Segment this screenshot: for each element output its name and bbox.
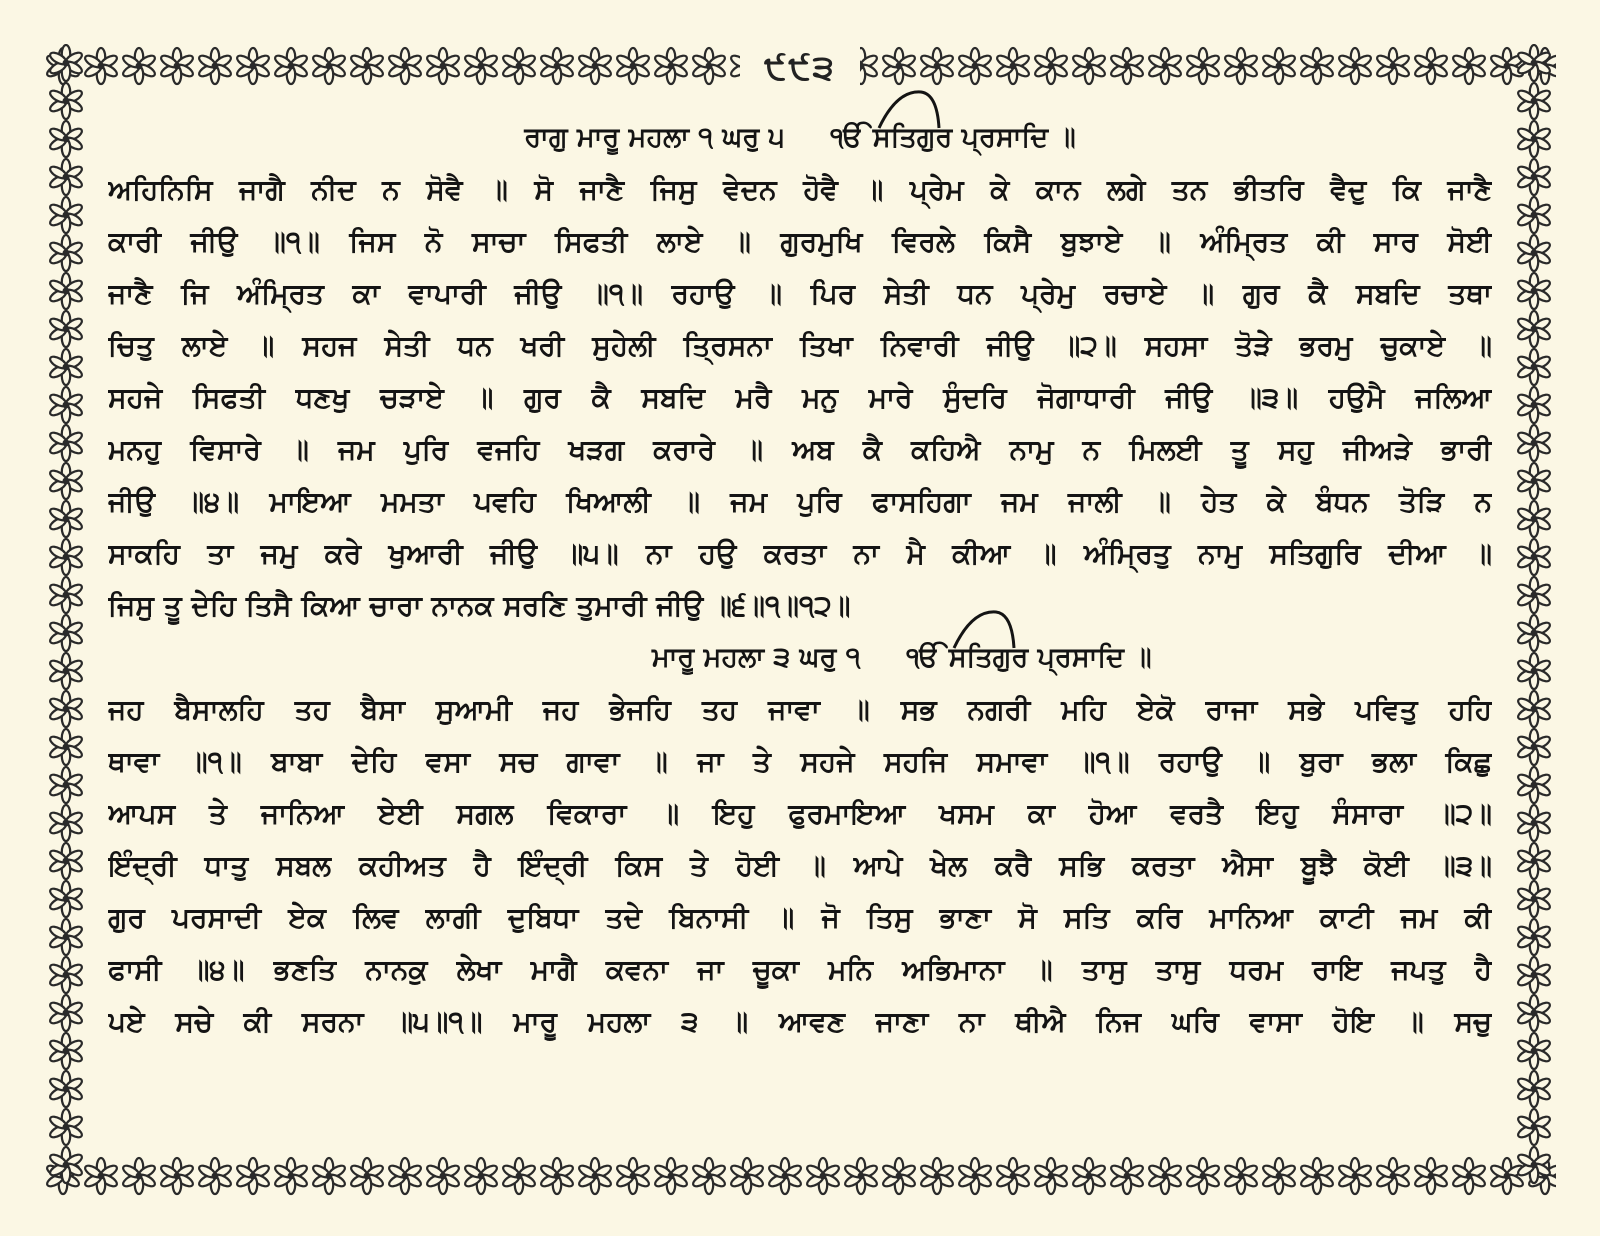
flower-icon bbox=[387, 48, 422, 84]
flower-icon bbox=[1261, 48, 1296, 84]
flower-icon bbox=[1516, 1071, 1551, 1107]
flower-icon bbox=[83, 1158, 118, 1194]
flower-icon bbox=[48, 1147, 83, 1183]
flower-icon bbox=[1337, 1158, 1372, 1194]
flower-icon bbox=[197, 48, 232, 84]
flower-icon bbox=[48, 843, 83, 879]
flower-icon bbox=[1516, 197, 1551, 233]
flower-icon bbox=[48, 1109, 83, 1145]
flower-icon bbox=[463, 1158, 498, 1194]
flower-icon bbox=[48, 1071, 83, 1107]
flower-icon bbox=[48, 615, 83, 651]
flower-icon bbox=[1516, 273, 1551, 309]
verse-line: ਚਿਤੁ ਲਾਏ ॥ ਸਹਜ ਸੇਤੀ ਧਨ ਖਰੀ ਸੁਹੇਲੀ ਤ੍ਰਿਸਨਾ ਤਿਖਾ ਨਿਵਾਰੀ ਜੀਉ ॥੨॥ ਸਹਸਾ ਤੋੜੇ ਭਰਮੁ ਚੁਕਾਏ ॥ bbox=[108, 329, 1492, 362]
flower-icon bbox=[1516, 425, 1551, 461]
flower-icon bbox=[1451, 1158, 1486, 1194]
text-body bbox=[108, 112, 1492, 1048]
flower-icon bbox=[1516, 235, 1551, 271]
flower-icon bbox=[1516, 349, 1551, 385]
flower-icon bbox=[1185, 1158, 1220, 1194]
flower-icon bbox=[273, 48, 308, 84]
flower-icon bbox=[48, 349, 83, 385]
flower-icon bbox=[615, 1158, 650, 1194]
flower-icon bbox=[1299, 48, 1334, 84]
flower-icon bbox=[691, 48, 726, 84]
verse-line: ਇੰਦ੍ਰੀ ਧਾਤੁ ਸਬਲ ਕਹੀਅਤ ਹੈ ਇੰਦ੍ਰੀ ਕਿਸ ਤੇ ਹੋਈ ॥ ਆਪੇ ਖੇਲ ਕਰੈ ਸਭਿ ਕਰਤਾ ਐਸਾ ਬੂਝੈ ਕੋਈ ॥੩॥ bbox=[108, 849, 1492, 882]
flower-icon bbox=[83, 48, 118, 84]
flower-icon bbox=[691, 1158, 726, 1194]
flower-icon bbox=[48, 881, 83, 917]
flower-icon bbox=[501, 48, 536, 84]
flower-icon bbox=[1516, 615, 1551, 651]
section-heading bbox=[108, 632, 1492, 684]
flower-icon bbox=[159, 48, 194, 84]
verse-line: ਗੁਰ ਪਰਸਾਦੀ ਏਕ ਲਿਵ ਲਾਗੀ ਦੁਬਿਧਾ ਤਦੇ ਬਿਨਾਸੀ ॥ ਜੋ ਤਿਸੁ ਭਾਣਾ ਸੋ ਸਤਿ ਕਰਿ ਮਾਨਿਆ ਕਾਟੀ ਜਮ ਕੀ bbox=[108, 901, 1492, 934]
flower-icon bbox=[1516, 1033, 1551, 1069]
flower-border-left-icon bbox=[44, 44, 88, 1198]
flower-icon bbox=[1337, 48, 1372, 84]
invocation bbox=[906, 642, 1151, 674]
verse-line: ਕਾਰੀ ਜੀਉ ॥੧॥ ਜਿਸ ਨੋ ਸਾਚਾ ਸਿਫਤੀ ਲਾਏ ॥ ਗੁਰਮੁਖਿ ਵਿਰਲੇ ਕਿਸੈ ਬੁਝਾਏ ॥ ਅੰਮ੍ਰਿਤ ਕੀ ਸਾਰ ਸੋਈ bbox=[108, 225, 1492, 258]
flower-icon bbox=[1516, 387, 1551, 423]
flower-icon bbox=[48, 235, 83, 271]
flower-icon bbox=[159, 1158, 194, 1194]
verse-line: ਸਹਜੇ ਸਿਫਤੀ ਧਣਖੁ ਚੜਾਏ ॥ ਗੁਰ ਕੈ ਸਬਦਿ ਮਰੈ ਮਨੁ ਮਾਰੇ ਸੁੰਦਰਿ ਜੋਗਾਧਾਰੀ ਜੀਉ ॥੩॥ ਹਉਮੈ ਜਲਿਆ bbox=[108, 381, 1492, 414]
border-right bbox=[1512, 44, 1556, 1198]
flower-icon bbox=[48, 501, 83, 537]
page-number-box bbox=[740, 44, 860, 92]
flower-icon bbox=[539, 48, 574, 84]
flower-icon bbox=[1071, 48, 1106, 84]
invocation bbox=[831, 122, 1076, 154]
flower-icon bbox=[1516, 121, 1551, 157]
flower-icon bbox=[48, 387, 83, 423]
flower-icon bbox=[235, 48, 270, 84]
verse-line: ਜਿਸੁ ਤੂ ਦੇਹਿ ਤਿਸੈ ਕਿਆ ਚਾਰਾ ਨਾਨਕ ਸਰਣਿ ਤੁਮਾਰੀ ਜੀਉ ॥੬॥੧॥੧੨॥ bbox=[108, 589, 851, 622]
flower-icon bbox=[1147, 1158, 1182, 1194]
flower-icon bbox=[1071, 1158, 1106, 1194]
flower-icon bbox=[1516, 653, 1551, 689]
flower-border-right-icon bbox=[1512, 44, 1556, 1198]
flower-icon bbox=[995, 48, 1030, 84]
verse-line: ਅਹਿਨਿਸਿ ਜਾਗੈ ਨੀਦ ਨ ਸੋਵੈ ॥ ਸੋ ਜਾਣੈ ਜਿਸੁ ਵੇਦਨ ਹੋਵੈ ॥ ਪ੍ਰੇਮ ਕੇ ਕਾਨ ਲਗੇ ਤਨ ਭੀਤਰਿ ਵੈਦੁ ਕਿ ਜਾਣੈ bbox=[108, 173, 1492, 206]
flower-icon bbox=[615, 48, 650, 84]
flower-icon bbox=[1147, 48, 1182, 84]
flower-icon bbox=[235, 1158, 270, 1194]
flower-icon bbox=[48, 311, 83, 347]
flower-icon bbox=[1516, 957, 1551, 993]
flower-icon bbox=[1033, 1158, 1068, 1194]
flower-icon bbox=[1516, 1109, 1551, 1145]
flower-icon bbox=[121, 48, 156, 84]
flower-icon bbox=[539, 1158, 574, 1194]
flower-icon bbox=[995, 1158, 1030, 1194]
flower-icon bbox=[48, 273, 83, 309]
flower-icon bbox=[311, 48, 346, 84]
ik-onkar-arc-icon bbox=[950, 608, 1020, 652]
flower-icon bbox=[48, 919, 83, 955]
flower-icon bbox=[48, 653, 83, 689]
flower-icon bbox=[1516, 843, 1551, 879]
flower-icon bbox=[1516, 691, 1551, 727]
verse-line: ਪਏ ਸਚੇ ਕੀ ਸਰਨਾ ॥੫॥੧॥ ਮਾਰੂ ਮਹਲਾ ੩ ॥ ਆਵਣ ਜਾਣਾ ਨਾ ਥੀਐ ਨਿਜ ਘਰਿ ਵਾਸਾ ਹੋਇ ॥ ਸਚੁ bbox=[108, 1005, 1492, 1038]
flower-icon bbox=[349, 1158, 384, 1194]
invocation-text: ੴ ਸਤਿਗੁਰ ਪ੍ਰਸਾਦਿ ॥ bbox=[906, 642, 1152, 673]
flower-icon bbox=[48, 577, 83, 613]
flower-icon bbox=[843, 1158, 878, 1194]
flower-icon bbox=[653, 1158, 688, 1194]
flower-icon bbox=[48, 197, 83, 233]
verse-line: ਜਹ ਬੈਸਾਲਹਿ ਤਹ ਬੈਸਾ ਸੁਆਮੀ ਜਹ ਭੇਜਹਿ ਤਹ ਜਾਵਾ ॥ ਸਭ ਨਗਰੀ ਮਹਿ ਏਕੋ ਰਾਜਾ ਸਭੇ ਪਵਿਤੁ ਹਹਿ bbox=[108, 693, 1492, 726]
flower-icon bbox=[1516, 501, 1551, 537]
flower-icon bbox=[1223, 48, 1258, 84]
flower-icon bbox=[425, 1158, 460, 1194]
flower-icon bbox=[1033, 48, 1068, 84]
flower-icon bbox=[48, 121, 83, 157]
flower-icon bbox=[577, 48, 612, 84]
flower-icon bbox=[349, 48, 384, 84]
flower-icon bbox=[463, 48, 498, 84]
flower-icon bbox=[48, 729, 83, 765]
flower-icon bbox=[387, 1158, 422, 1194]
flower-icon bbox=[577, 1158, 612, 1194]
flower-icon bbox=[919, 1158, 954, 1194]
flower-icon bbox=[1375, 48, 1410, 84]
flower-icon bbox=[729, 1158, 764, 1194]
border-bottom bbox=[44, 1154, 1556, 1198]
verse-line: ਜੀਉ ॥੪॥ ਮਾਇਆ ਮਮਤਾ ਪਵਹਿ ਖਿਆਲੀ ॥ ਜਮ ਪੁਰਿ ਫਾਸਹਿਗਾ ਜਮ ਜਾਲੀ ॥ ਹੇਤ ਕੇ ਬੰਧਨ ਤੋੜਿ ਨ bbox=[108, 485, 1492, 518]
flower-icon bbox=[48, 463, 83, 499]
border-left bbox=[44, 44, 88, 1198]
flower-icon bbox=[1109, 1158, 1144, 1194]
flower-icon bbox=[121, 1158, 156, 1194]
flower-icon bbox=[48, 995, 83, 1031]
verse-line: ਆਪਸ ਤੇ ਜਾਨਿਆ ਏਈ ਸਗਲ ਵਿਕਾਰਾ ॥ ਇਹੁ ਫੁਰਮਾਇਆ ਖਸਮ ਕਾ ਹੋਆ ਵਰਤੈ ਇਹੁ ਸੰਸਾਰਾ ॥੨॥ bbox=[108, 797, 1492, 830]
flower-icon bbox=[48, 45, 83, 81]
flower-icon bbox=[1516, 995, 1551, 1031]
flower-icon bbox=[273, 1158, 308, 1194]
verse-line: ਥਾਵਾ ॥੧॥ ਬਾਬਾ ਦੇਹਿ ਵਸਾ ਸਚ ਗਾਵਾ ॥ ਜਾ ਤੇ ਸਹਜੇ ਸਹਜਿ ਸਮਾਵਾ ॥੧॥ ਰਹਾਉ ॥ ਬੁਰਾ ਭਲਾ ਕਿਛੁ bbox=[108, 745, 1492, 778]
flower-icon bbox=[1451, 48, 1486, 84]
flower-icon bbox=[48, 957, 83, 993]
flower-icon bbox=[48, 767, 83, 803]
flower-icon bbox=[1413, 48, 1448, 84]
flower-icon bbox=[1516, 767, 1551, 803]
flower-icon bbox=[48, 539, 83, 575]
flower-icon bbox=[311, 1158, 346, 1194]
flower-icon bbox=[767, 1158, 802, 1194]
flower-icon bbox=[501, 1158, 536, 1194]
page-number: ੯੯੩ bbox=[764, 48, 836, 88]
flower-icon bbox=[919, 48, 954, 84]
flower-icon bbox=[1516, 919, 1551, 955]
flower-icon bbox=[1375, 1158, 1410, 1194]
flower-icon bbox=[957, 48, 992, 84]
flower-icon bbox=[48, 83, 83, 119]
flower-icon bbox=[805, 1158, 840, 1194]
flower-icon bbox=[1516, 83, 1551, 119]
flower-border-bottom-icon bbox=[44, 1154, 1556, 1198]
flower-icon bbox=[1299, 1158, 1334, 1194]
flower-icon bbox=[48, 1033, 83, 1069]
raga-title: ਰਾਗੁ ਮਾਰੂ ਮਹਲਾ ੧ ਘਰੁ ੫ bbox=[524, 122, 785, 153]
flower-icon bbox=[1516, 805, 1551, 841]
flower-icon bbox=[48, 805, 83, 841]
verse-line: ਸਾਕਹਿ ਤਾ ਜਮੁ ਕਰੇ ਖੁਆਰੀ ਜੀਉ ॥੫॥ ਨਾ ਹਉ ਕਰਤਾ ਨਾ ਮੈ ਕੀਆ ॥ ਅੰਮ੍ਰਿਤੁ ਨਾਮੁ ਸਤਿਗੁਰਿ ਦੀਆ ॥ bbox=[108, 537, 1492, 570]
flower-icon bbox=[1223, 1158, 1258, 1194]
flower-icon bbox=[957, 1158, 992, 1194]
flower-icon bbox=[48, 159, 83, 195]
verse-line: ਜਾਣੈ ਜਿ ਅੰਮ੍ਰਿਤ ਕਾ ਵਾਪਾਰੀ ਜੀਉ ॥੧॥ ਰਹਾਉ ॥ ਪਿਰ ਸੇਤੀ ਧਨ ਪ੍ਰੇਮੁ ਰਚਾਏ ॥ ਗੁਰ ਕੈ ਸਬਦਿ ਤਥਾ bbox=[108, 277, 1492, 310]
flower-icon bbox=[1516, 881, 1551, 917]
invocation-text: ੴ ਸਤਿਗੁਰ ਪ੍ਰਸਾਦਿ ॥ bbox=[830, 122, 1076, 153]
flower-icon bbox=[1516, 539, 1551, 575]
flower-icon bbox=[197, 1158, 232, 1194]
flower-icon bbox=[1516, 45, 1551, 81]
flower-icon bbox=[425, 48, 460, 84]
flower-icon bbox=[881, 48, 916, 84]
flower-icon bbox=[1516, 463, 1551, 499]
raga-title: ਮਾਰੂ ਮਹਲਾ ੩ ਘਰੁ ੧ bbox=[652, 642, 861, 673]
flower-icon bbox=[1516, 159, 1551, 195]
flower-icon bbox=[1516, 1147, 1551, 1183]
verse-line: ਫਾਸੀ ॥੪॥ ਭਣਤਿ ਨਾਨਕੁ ਲੇਖਾ ਮਾਗੈ ਕਵਨਾ ਜਾ ਚੂਕਾ ਮਨਿ ਅਭਿਮਾਨਾ ॥ ਤਾਸੁ ਤਾਸੁ ਧਰਮ ਰਾਇ ਜਪਤੁ ਹੈ bbox=[108, 953, 1492, 986]
section-heading bbox=[108, 112, 1492, 164]
flower-icon bbox=[1516, 311, 1551, 347]
flower-icon bbox=[1516, 577, 1551, 613]
flower-icon bbox=[653, 48, 688, 84]
ik-onkar-arc-icon bbox=[875, 88, 945, 132]
flower-icon bbox=[1109, 48, 1144, 84]
flower-icon bbox=[881, 1158, 916, 1194]
flower-icon bbox=[48, 691, 83, 727]
flower-icon bbox=[1261, 1158, 1296, 1194]
flower-icon bbox=[1413, 1158, 1448, 1194]
flower-icon bbox=[1516, 729, 1551, 765]
verse-line: ਮਨਹੁ ਵਿਸਾਰੇ ॥ ਜਮ ਪੁਰਿ ਵਜਹਿ ਖੜਗ ਕਰਾਰੇ ॥ ਅਬ ਕੈ ਕਹਿਐ ਨਾਮੁ ਨ ਮਿਲਈ ਤੂ ਸਹੁ ਜੀਅੜੇ ਭਾਰੀ bbox=[108, 433, 1492, 466]
flower-icon bbox=[1185, 48, 1220, 84]
flower-icon bbox=[48, 425, 83, 461]
